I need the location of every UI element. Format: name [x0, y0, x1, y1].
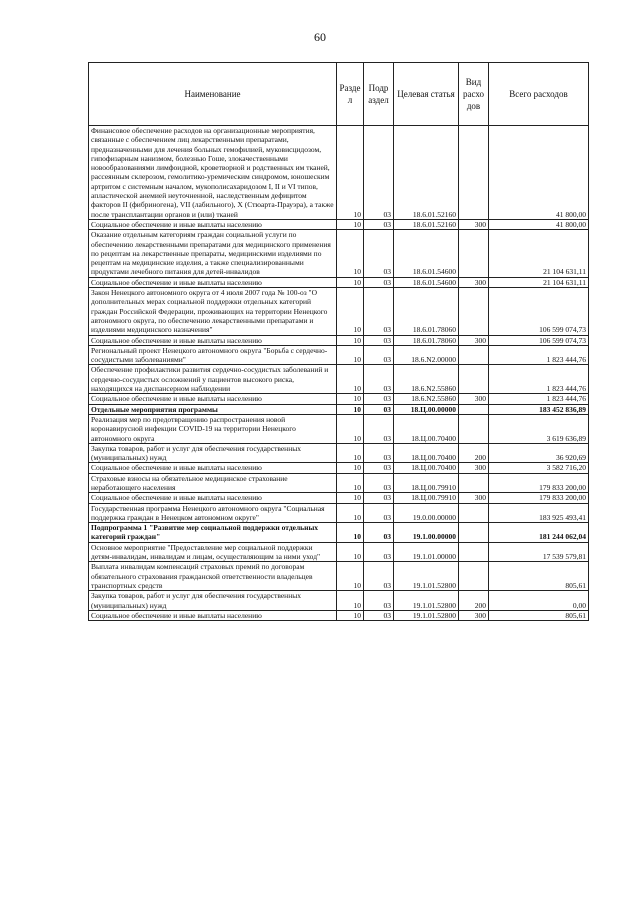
table-row	[89, 523, 589, 543]
cell-target: 19.1.01.52800	[394, 591, 459, 611]
cell-amount: 179 833 200,00	[489, 473, 589, 493]
cell-name: Региональный проект Ненецкого автономного округа "Борьба с сердечно-сосудистыми заболеваниями"	[89, 345, 337, 365]
cell-expense-type: 200	[459, 591, 489, 611]
cell-subsection: 03	[364, 523, 394, 543]
cell-target: 18.Ц.00.70400	[394, 463, 459, 473]
cell-amount: 805,61	[489, 562, 589, 591]
cell-name: Реализация мер по предотвращению распространения новой коронавирусной инфекции COVID-19 на территории Ненецкого автономного округа	[89, 414, 337, 443]
cell-target: 18.Ц.00.00000	[394, 404, 459, 414]
cell-amount: 1 823 444,76	[489, 365, 589, 394]
cell-section: 10	[337, 503, 364, 523]
cell-expense-type	[459, 503, 489, 523]
cell-expense-type	[459, 288, 489, 335]
cell-name: Оказание отдельным категориям граждан социальной услуги по обеспечению лекарственными препаратами для медицинского применения по рецептам на лекарственные препараты, медицинскими изделиями по рецептам на медицинские изделия, а также специализированными продуктами лечебного питания для детей-инвалидов	[89, 230, 337, 277]
table-row	[89, 126, 589, 220]
cell-amount: 21 104 631,11	[489, 230, 589, 277]
cell-name: Государственная программа Ненецкого автономного округа "Социальная поддержка граждан в Ненецком автономном округе"	[89, 503, 337, 523]
cell-expense-type	[459, 230, 489, 277]
cell-target: 18.6.01.78060	[394, 335, 459, 345]
table-row	[89, 345, 589, 365]
cell-amount: 179 833 200,00	[489, 493, 589, 503]
cell-section: 10	[337, 591, 364, 611]
cell-section: 10	[337, 473, 364, 493]
table-row	[89, 610, 589, 620]
cell-subsection: 03	[364, 394, 394, 404]
cell-target: 18.Ц.00.79910	[394, 493, 459, 503]
cell-subsection: 03	[364, 277, 394, 287]
cell-target: 19.1.00.00000	[394, 523, 459, 543]
cell-amount: 36 920,69	[489, 443, 589, 463]
table-row	[89, 463, 589, 473]
cell-section: 10	[337, 542, 364, 562]
cell-name: Основное мероприятие "Предоставление мер социальной поддержки детям-инвалидам, инвалидам и лицам, осуществляющим за ними уход"	[89, 542, 337, 562]
table-row	[89, 335, 589, 345]
cell-amount: 106 599 074,73	[489, 335, 589, 345]
cell-name: Социальное обеспечение и иные выплаты населению	[89, 394, 337, 404]
cell-expense-type	[459, 414, 489, 443]
cell-amount: 41 800,00	[489, 219, 589, 229]
cell-name: Социальное обеспечение и иные выплаты населению	[89, 277, 337, 287]
cell-section: 10	[337, 463, 364, 473]
cell-amount: 183 452 836,89	[489, 404, 589, 414]
cell-section: 10	[337, 443, 364, 463]
cell-expense-type	[459, 365, 489, 394]
budget-table	[88, 62, 589, 621]
cell-target: 19.1.01.52800	[394, 562, 459, 591]
table-row	[89, 277, 589, 287]
cell-name: Закупка товаров, работ и услуг для обеспечения государственных (муниципальных) нужд	[89, 443, 337, 463]
cell-subsection: 03	[364, 493, 394, 503]
table-row	[89, 394, 589, 404]
cell-section: 10	[337, 345, 364, 365]
table-row	[89, 230, 589, 277]
cell-name: Закупка товаров, работ и услуг для обеспечения государственных (муниципальных) нужд	[89, 591, 337, 611]
cell-amount: 1 823 444,76	[489, 345, 589, 365]
cell-subsection: 03	[364, 219, 394, 229]
cell-subsection: 03	[364, 365, 394, 394]
cell-subsection: 03	[364, 542, 394, 562]
header-section: Разде л	[337, 63, 364, 126]
cell-section: 10	[337, 277, 364, 287]
cell-expense-type: 300	[459, 493, 489, 503]
cell-amount: 3 619 636,89	[489, 414, 589, 443]
cell-amount: 183 925 493,41	[489, 503, 589, 523]
cell-section: 10	[337, 404, 364, 414]
cell-expense-type	[459, 404, 489, 414]
cell-section: 10	[337, 562, 364, 591]
cell-subsection: 03	[364, 288, 394, 335]
table-row	[89, 542, 589, 562]
cell-target: 18.6.01.54600	[394, 230, 459, 277]
cell-name: Социальное обеспечение и иные выплаты населению	[89, 610, 337, 620]
cell-section: 10	[337, 219, 364, 229]
cell-name: Страховые взносы на обязательное медицинское страхование неработающего населения	[89, 473, 337, 493]
cell-target: 18.6.N2.55860	[394, 365, 459, 394]
cell-subsection: 03	[364, 591, 394, 611]
cell-target: 18.6.01.78060	[394, 288, 459, 335]
cell-subsection: 03	[364, 230, 394, 277]
cell-amount: 1 823 444,76	[489, 394, 589, 404]
cell-section: 10	[337, 523, 364, 543]
table-row	[89, 219, 589, 229]
cell-subsection: 03	[364, 443, 394, 463]
cell-subsection: 03	[364, 473, 394, 493]
cell-expense-type	[459, 473, 489, 493]
table-row	[89, 591, 589, 611]
cell-target: 19.1.01.00000	[394, 542, 459, 562]
cell-target: 19.0.00.00000	[394, 503, 459, 523]
cell-name: Подпрограмма 1 "Развитие мер социальной поддержки отдельных категорий граждан"	[89, 523, 337, 543]
cell-expense-type: 300	[459, 219, 489, 229]
cell-expense-type	[459, 126, 489, 220]
cell-expense-type: 300	[459, 463, 489, 473]
cell-target: 19.1.01.52800	[394, 610, 459, 620]
cell-amount: 805,61	[489, 610, 589, 620]
cell-section: 10	[337, 365, 364, 394]
cell-target: 18.Ц.00.79910	[394, 473, 459, 493]
table-row	[89, 493, 589, 503]
table-row	[89, 404, 589, 414]
cell-section: 10	[337, 230, 364, 277]
table-row	[89, 503, 589, 523]
table-row	[89, 473, 589, 493]
cell-expense-type: 300	[459, 335, 489, 345]
cell-amount: 181 244 062,04	[489, 523, 589, 543]
cell-subsection: 03	[364, 463, 394, 473]
cell-expense-type	[459, 562, 489, 591]
cell-expense-type: 300	[459, 610, 489, 620]
cell-section: 10	[337, 288, 364, 335]
cell-amount: 106 599 074,73	[489, 288, 589, 335]
cell-amount: 3 582 716,20	[489, 463, 589, 473]
header-name: Наименование	[89, 63, 337, 126]
cell-target: 18.Ц.00.70400	[394, 443, 459, 463]
cell-name: Обеспечение профилактики развития сердечно-сосудистых заболеваний и сердечно-сосудистых осложнений у пациентов высокого риска, находящихся на диспансерном наблюдении	[89, 365, 337, 394]
cell-expense-type: 300	[459, 394, 489, 404]
cell-target: 18.Ц.00.70400	[394, 414, 459, 443]
cell-expense-type: 200	[459, 443, 489, 463]
cell-subsection: 03	[364, 562, 394, 591]
cell-amount: 17 539 579,81	[489, 542, 589, 562]
cell-expense-type	[459, 345, 489, 365]
header-target: Целевая статья	[394, 63, 459, 126]
cell-amount: 0,00	[489, 591, 589, 611]
cell-name: Социальное обеспечение и иные выплаты населению	[89, 219, 337, 229]
cell-target: 18.6.01.52160	[394, 219, 459, 229]
cell-subsection: 03	[364, 345, 394, 365]
cell-name: Выплата инвалидам компенсаций страховых премий по договорам обязательного страхования гражданской ответственности владельцев транспортных средств	[89, 562, 337, 591]
cell-subsection: 03	[364, 503, 394, 523]
table-row	[89, 288, 589, 335]
cell-section: 10	[337, 335, 364, 345]
table-header-row	[89, 63, 589, 126]
cell-subsection: 03	[364, 335, 394, 345]
cell-section: 10	[337, 414, 364, 443]
cell-amount: 21 104 631,11	[489, 277, 589, 287]
cell-expense-type: 300	[459, 277, 489, 287]
table-row	[89, 562, 589, 591]
cell-amount: 41 800,00	[489, 126, 589, 220]
cell-target: 18.6.01.52160	[394, 126, 459, 220]
page-number: 60	[314, 30, 326, 44]
cell-target: 18.6.N2.55860	[394, 394, 459, 404]
cell-expense-type	[459, 542, 489, 562]
header-expense-type: Вид расхо дов	[459, 63, 489, 126]
cell-name: Отдельные мероприятия программы	[89, 404, 337, 414]
table-row	[89, 365, 589, 394]
cell-section: 10	[337, 126, 364, 220]
cell-target: 18.6.01.54600	[394, 277, 459, 287]
header-subsection: Подр аздел	[364, 63, 394, 126]
cell-name: Финансовое обеспечение расходов на организационные мероприятия, связанные с обеспечением лиц лекарственными препаратами, предназначенными для лечения больных гемофилией, муковисцидозом, гипофизарным нанизмом, болезнью Гоше, злокачественными новообразованиями лимфоидной, кроветворной и родственных им тканей, рассеянным склерозом, гемолитико-уремическим синдромом, юношеским артритом с системным началом, мукополисахаридозом I, II и VI типов, апластической анемией неуточненной, наследственным дефицитом факторов II (фибриногена), VII (лабильного), X (Стюарта-Прауэра), а также после трансплантации органов и (или) тканей	[89, 126, 337, 220]
table-row	[89, 414, 589, 443]
cell-name: Социальное обеспечение и иные выплаты населению	[89, 493, 337, 503]
cell-target: 18.6.N2.00000	[394, 345, 459, 365]
cell-name: Социальное обеспечение и иные выплаты населению	[89, 463, 337, 473]
cell-subsection: 03	[364, 414, 394, 443]
table-row	[89, 443, 589, 463]
cell-section: 10	[337, 394, 364, 404]
cell-expense-type	[459, 523, 489, 543]
header-total: Всего расходов	[489, 63, 589, 126]
cell-name: Закон Ненецкого автономного округа от 4 июля 2007 года № 100-оз "О дополнительных мерах социальной поддержки отдельных категорий граждан Российской Федерации, проживающих на территории Ненецкого автономного округа, по обеспечению лекарственными препаратами и изделиями медицинского назначения"	[89, 288, 337, 335]
cell-subsection: 03	[364, 126, 394, 220]
cell-section: 10	[337, 493, 364, 503]
cell-name: Социальное обеспечение и иные выплаты населению	[89, 335, 337, 345]
cell-subsection: 03	[364, 404, 394, 414]
cell-section: 10	[337, 610, 364, 620]
cell-subsection: 03	[364, 610, 394, 620]
